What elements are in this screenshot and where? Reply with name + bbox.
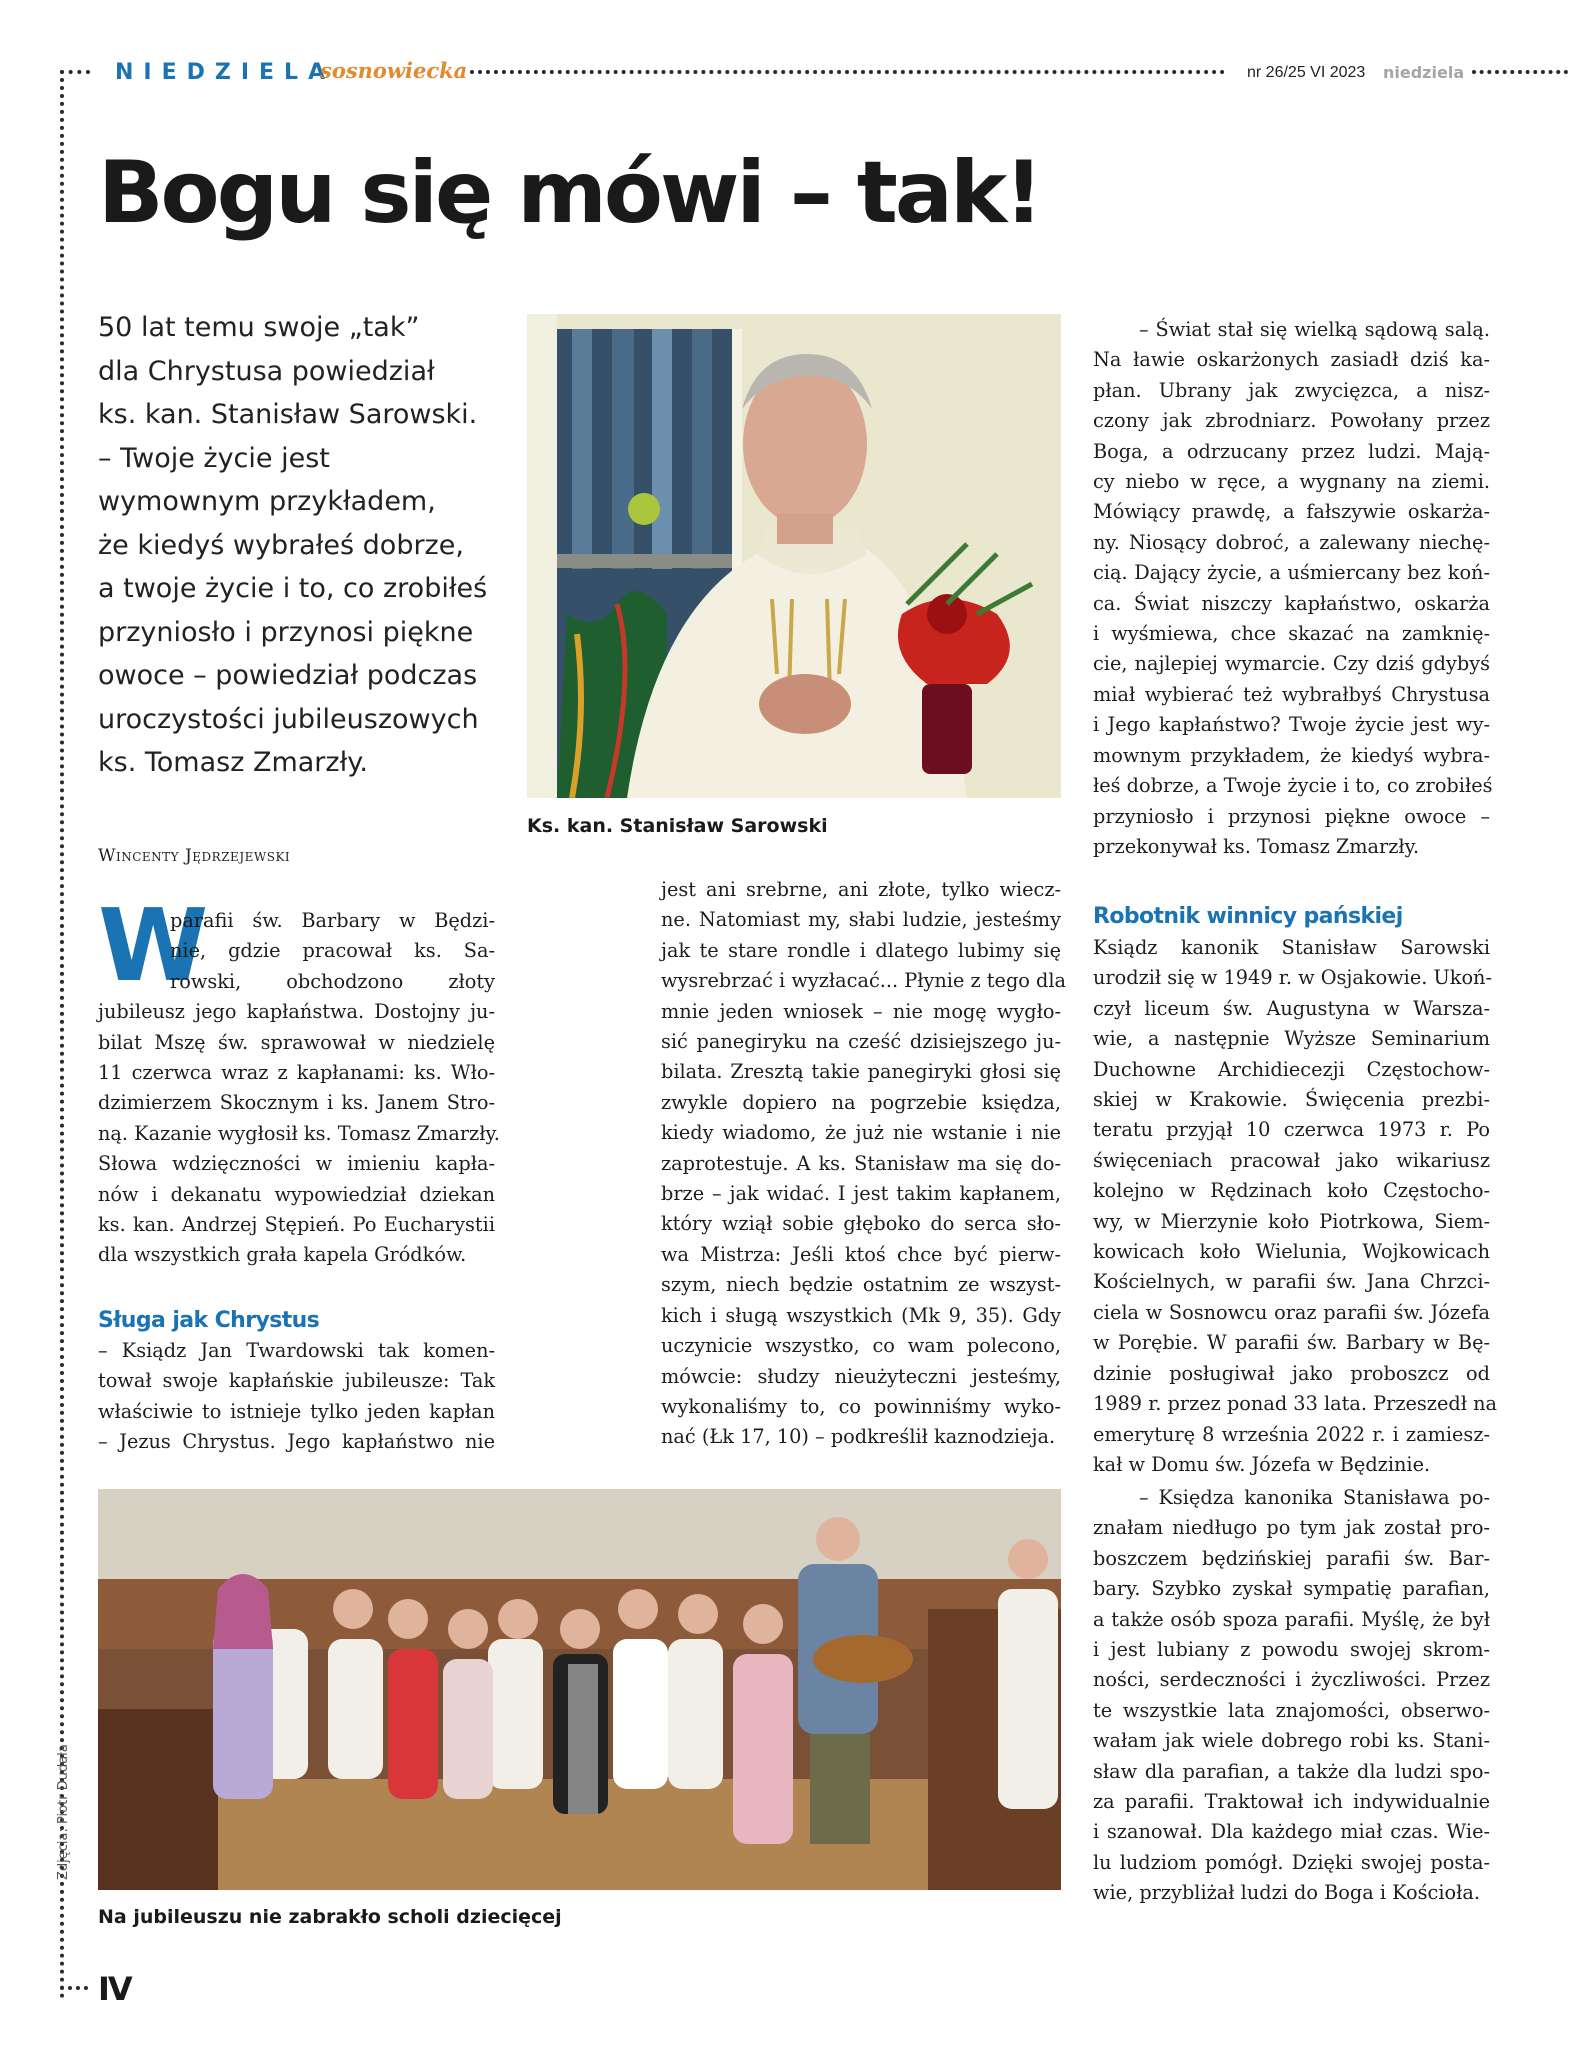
text-line: nać (Łk 17, 10) – podkreślił kaznodzieja. [661, 1425, 1056, 1449]
text-line: święceniach pracował jako wikariusz [1093, 1148, 1490, 1172]
text-line: mownym przykładem, że kiedyś wybra- [1093, 743, 1490, 767]
text-line: te wszystkie lata znajomości, obserwo- [1093, 1698, 1490, 1722]
text-line: jest ani srebrne, ani złote, tylko wiecz- [661, 878, 1061, 901]
lead-line: dla Chrystusa powiedział [98, 355, 435, 387]
text-line: teratu przyjął 10 czerwca 1973 r. Po [1093, 1118, 1490, 1142]
text-line: Ksiądz kanonik Stanisław Sarowski [1093, 936, 1490, 959]
text-line: za parafii. Traktował ich indywidualnie [1093, 1790, 1490, 1814]
brand-name: niedziela [1383, 63, 1465, 82]
frame-dotted-top-mid [470, 70, 1225, 74]
lead-line: – Twoje życie jest [98, 442, 330, 474]
text-line: ne. Natomiast my, słabi ludzie, jesteśmy [661, 908, 1061, 932]
lead-line: 50 lat temu swoje „tak” [98, 312, 420, 343]
text-line: właściwie to istnieje tylko jeden kapłan [98, 1399, 495, 1423]
issue-number: nr 26/25 VI 2023 [1247, 64, 1366, 81]
text-line: dzimierzem Skocznym i ks. Janem Stro- [98, 1091, 495, 1115]
text-line: boszczem będzińskiej parafii św. Bar- [1093, 1546, 1490, 1570]
lead-line: ks. kan. Stanisław Sarowski. [98, 399, 478, 430]
text-line: lu ludziom pomógł. Dzięki swojej posta- [1093, 1850, 1490, 1874]
text-line: mnie jeden wniosek – nie mogę wygło- [661, 999, 1061, 1023]
text-line: przyniosło i przynosi piękne owoce – [1093, 804, 1490, 828]
text-line: – Świat stał się wielką sądową salą. [1139, 318, 1490, 341]
page-number: IV [98, 1970, 131, 2008]
text-line: sić panegiryku na cześć dzisiejszego ju- [661, 1030, 1061, 1054]
text-line: wy, w Mierzynie koło Piotrkowa, Siem- [1093, 1209, 1490, 1233]
text-line: Słowa wdzięczności w imieniu kapła- [98, 1152, 495, 1176]
text-line: ną. Kazanie wygłosił ks. Tomasz Zmarzły. [98, 1121, 500, 1145]
text-line: mówcie: słudzy nieużyteczni jesteśmy, [661, 1364, 1061, 1388]
text-line: i Jego kapłaństwo? Twoje życie jest wy- [1093, 713, 1490, 737]
lead-line: uroczystości jubileuszowych [98, 703, 479, 735]
choir-photo [98, 1489, 1061, 1890]
frame-dotted-top-left [60, 70, 90, 74]
text-line: cią. Dający życie, a uśmiercany bez koń- [1093, 561, 1490, 585]
article-headline: Bogu się mówi – tak! [98, 143, 1041, 243]
text-line: nie, gdzie pracował ks. Sa- [170, 939, 495, 963]
text-line: szym, niech będzie ostatnim ze wszyst- [661, 1273, 1061, 1297]
author-byline: Wincenty Jędrzejewski [98, 846, 291, 866]
article-lead [98, 306, 498, 785]
text-line: dla wszystkich grała kapela Gródków. [98, 1243, 467, 1267]
text-line: ności, serdeczności i życzliwości. Przez [1093, 1668, 1490, 1692]
text-line: dzinie posługiwał jako proboszcz od [1093, 1361, 1490, 1385]
subhead-robotnik-winnicy: Robotnik winnicy pańskiej [1093, 904, 1403, 929]
text-line: a także osób spoza parafii. Myślę, że był [1093, 1607, 1490, 1631]
text-line: ny. Niosący dobroć, a zalewany niechę- [1093, 530, 1490, 554]
text-line: czony jak zbrodniarz. Powołany przez [1093, 409, 1490, 433]
text-line: bary. Szybko zyskał sympatię parafian, [1093, 1577, 1490, 1601]
text-line: w Porębie. W parafii św. Barbary w Bę- [1093, 1331, 1490, 1355]
text-line: 11 czerwca wraz z kapłanami: ks. Wło- [98, 1061, 495, 1085]
edition-name: sosnowiecka [320, 58, 468, 83]
text-line: kowicach koło Wielunia, Wojkowicach [1093, 1240, 1490, 1264]
text-line: bilata. Zresztą takie panegiryki głosi się [661, 1060, 1061, 1084]
col3-quote [1093, 315, 1493, 862]
photo-credit: Zdjęcia: Piotr Dudała [56, 1744, 71, 1880]
text-line: przekonywał ks. Tomasz Zmarzły. [1093, 834, 1420, 858]
text-line: urodził się w 1949 r. w Osjakowie. Ukoń- [1093, 966, 1492, 990]
text-line: łeś dobrze, a Twoje życie i to, co zrobiłeś [1093, 774, 1493, 798]
text-line: jubileusz jego kapłaństwa. Dostojny ju- [98, 1000, 495, 1024]
lead-line: że kiedyś wybrałeś dobrze, [98, 529, 464, 561]
text-line: ca. Świat niszczy kapłaństwo, oskarża [1093, 591, 1490, 615]
lead-line: wymownym przykładem, [98, 486, 436, 517]
text-line: sław dla parafian, a także dla ludzi spo- [1093, 1759, 1490, 1783]
text-line: parafii św. Barbary w Będzi- [170, 909, 495, 932]
text-line: jak te stare rondle i dlatego lubimy się [661, 938, 1061, 962]
choir-photo-caption: Na jubileuszu nie zabrakło scholi dziecięcej [98, 1906, 562, 1928]
choir-photo-illustration [98, 1489, 1061, 1890]
text-line: nów i dekanatu wypowiedział dziekan [98, 1182, 495, 1206]
text-line: znałam niedługo po tym jak został pro- [1093, 1516, 1490, 1540]
text-line: kał w Domu św. Józefa w Będzinie. [1093, 1452, 1431, 1476]
text-line: Na ławie oskarżonych zasiadł dziś ka- [1093, 348, 1490, 372]
priest-photo-illustration [527, 314, 1061, 798]
text-line: – Ksiądz Jan Twardowski tak komen- [98, 1339, 495, 1362]
text-line: ks. kan. Andrzej Stępień. Po Eucharystii [98, 1213, 495, 1237]
lead-line: przyniosło i przynosi piękne [98, 616, 474, 648]
text-line: wie, a następnie Wyższe Seminarium [1093, 1027, 1490, 1051]
text-line: – Księdza kanonika Stanisława po- [1139, 1486, 1490, 1509]
text-line: i jest lubiany z powodu swojej skrom- [1093, 1638, 1490, 1662]
text-line: który wziął sobie głęboko do serca sło- [661, 1212, 1061, 1236]
col2-text [661, 875, 1067, 1453]
frame-dotted-left [60, 70, 64, 2000]
text-line: tował swoje kapłańskie jubileusze: Tak [98, 1369, 495, 1393]
text-line: wałam jak wiele dobrego robi ks. Stani- [1093, 1729, 1490, 1753]
text-line: bilat Mszę św. sprawował w niedzielę [98, 1030, 495, 1054]
text-line: kiedy wiadomo, że już nie wstanie i nie [661, 1121, 1061, 1145]
col3-bio [1093, 933, 1497, 1480]
col3-closing [1093, 1483, 1490, 1909]
text-line: emeryturę 8 września 2022 r. i zamiesz- [1093, 1422, 1490, 1446]
text-line: Mówiący prawdę, a fałszywie oskarża- [1093, 500, 1490, 524]
text-line: wysrebrzać i wyzłacać... Płynie z tego dla [661, 969, 1067, 993]
frame-dotted-top-right [1472, 70, 1568, 74]
text-line: płan. Ubrany jak zwycięzca, a nisz- [1093, 378, 1490, 402]
subhead-sluga-jak-chrystus: Sługa jak Chrystus [98, 1308, 320, 1333]
text-line: 1989 r. przez ponad 33 lata. Przeszedł na [1093, 1392, 1497, 1416]
lead-line: a twoje życie i to, co zrobiłeś [98, 573, 488, 604]
text-line: rowski, obchodzono złoty [170, 969, 495, 993]
text-line: – Jezus Chrystus. Jego kapłaństwo nie [98, 1430, 495, 1454]
text-line: kolejno w Rędzinach koło Częstocho- [1093, 1179, 1490, 1203]
text-line: zaprotestuje. A ks. Stanisław ma się do- [661, 1151, 1061, 1175]
col1-intro [98, 887, 500, 1271]
text-line: wa Mistrza: Jeśli ktoś chce być pierw- [661, 1242, 1061, 1266]
masthead: NIEDZIELA [115, 60, 336, 85]
text-line: Duchowne Archidiecezji Częstochow- [1093, 1057, 1490, 1081]
text-line: uczynicie wszystko, co wam polecono, [661, 1334, 1061, 1358]
text-line: miał wybierać też wybrałbyś Chrystusa [1093, 682, 1490, 706]
lead-line: ks. Tomasz Zmarzły. [98, 747, 368, 778]
priest-photo [527, 314, 1061, 798]
text-line: czył liceum św. Augustyna w Warsza- [1093, 996, 1490, 1020]
text-line: brze – jak widać. I jest takim kapłanem, [661, 1182, 1061, 1206]
text-line: i szanował. Dla każdego miał czas. Wie- [1093, 1820, 1490, 1844]
text-line: cie, najlepiej wymarcie. Czy dziś gdybyś [1093, 652, 1490, 676]
text-line: skiej w Krakowie. Święcenia prezbi- [1093, 1088, 1490, 1112]
drop-cap: W [98, 887, 209, 1004]
text-line: i wyśmiewa, chce skazać na zamknię- [1093, 622, 1490, 646]
lead-line: owoce – powiedział podczas [98, 660, 478, 691]
col1-section [98, 1336, 495, 1458]
text-line: kich i sługą wszystkich (Mk 9, 35). Gdy [661, 1303, 1061, 1327]
text-line: ciela w Sosnowcu oraz parafii św. Józefa [1093, 1300, 1490, 1324]
text-line: Kościelnych, w parafii św. Jana Chrzci- [1093, 1270, 1490, 1294]
text-line: cy niebo w ręce, a wygnany na ziemi. [1093, 470, 1490, 494]
text-line: Boga, a odrzucany przez ludzi. Mają- [1093, 439, 1490, 463]
text-line: wykonaliśmy to, co powinniśmy wyko- [661, 1394, 1061, 1418]
priest-photo-caption: Ks. kan. Stanisław Sarowski [527, 815, 828, 837]
text-line: zwykle dopiero na pogrzebie księdza, [661, 1090, 1061, 1114]
frame-dotted-bottom-left [60, 1986, 88, 1990]
text-line: wie, przybliżał ludzi do Boga i Kościoła. [1093, 1881, 1480, 1905]
